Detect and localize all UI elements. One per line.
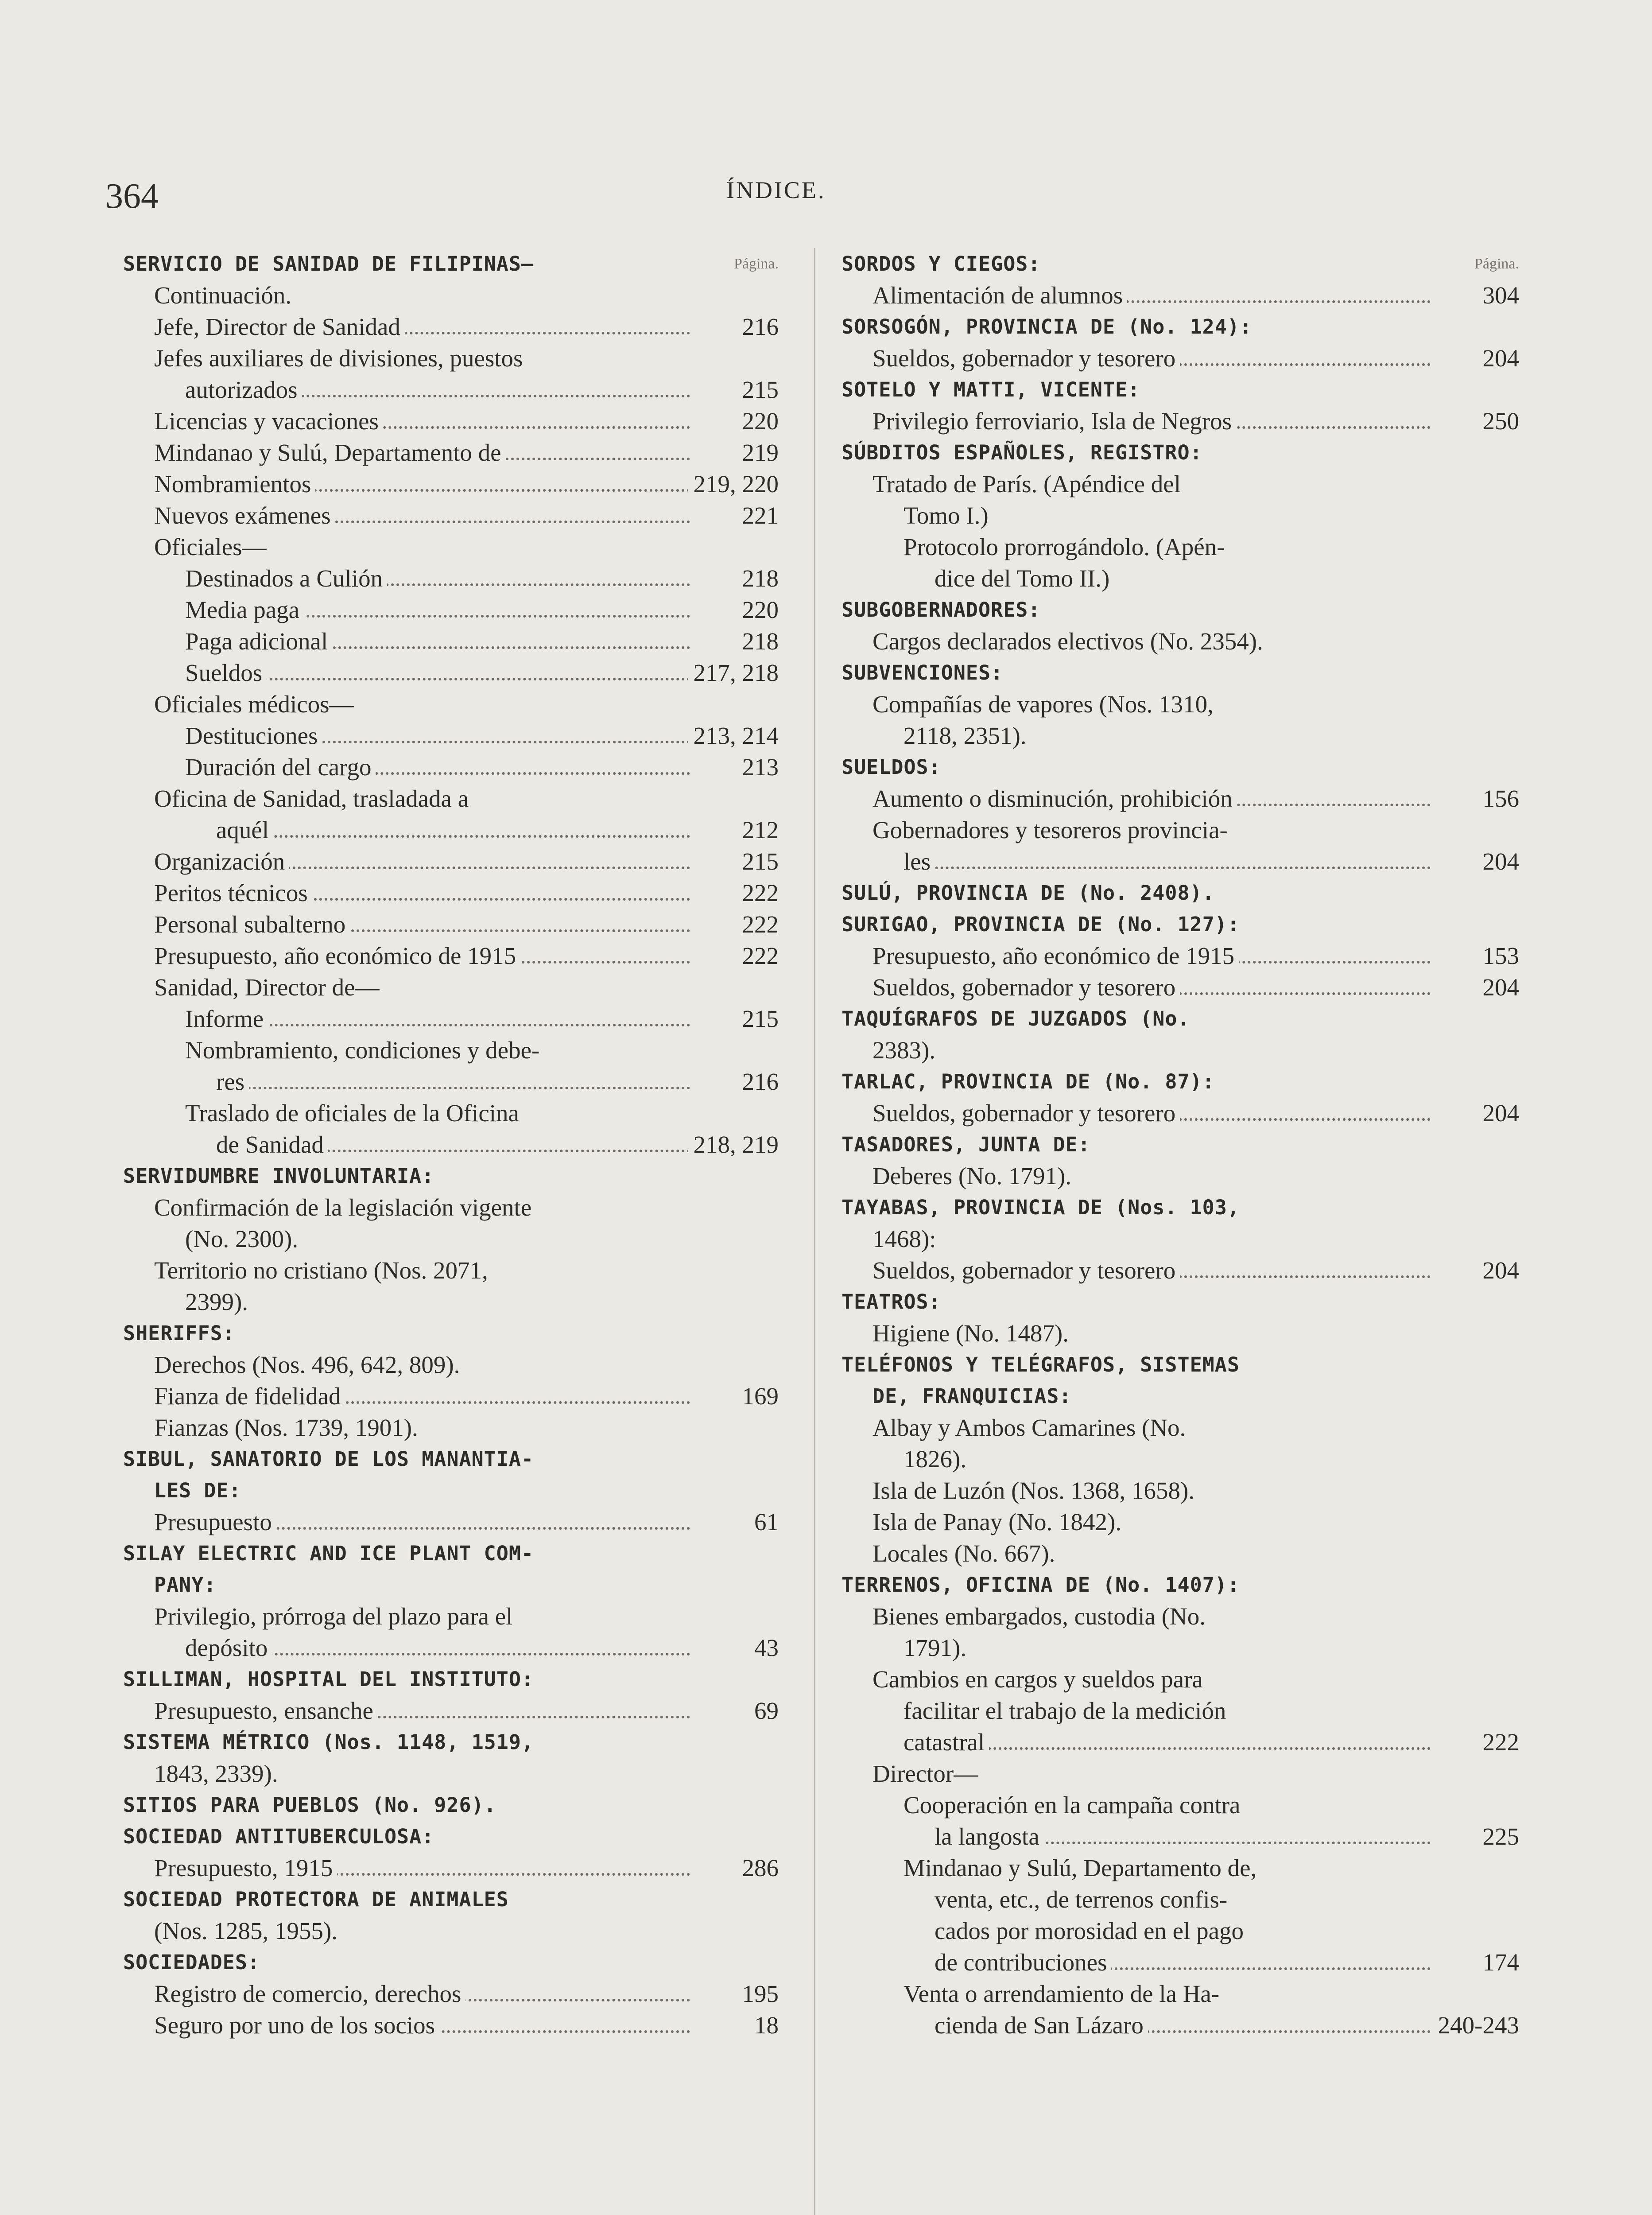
entry-text: TAQUÍGRAFOS DE JUZGADOS (No. xyxy=(842,1007,1194,1030)
index-entry xyxy=(123,940,779,971)
index-entry xyxy=(123,374,779,405)
entry-text: Protocolo prorrogándolo. (Apén- xyxy=(904,533,1229,560)
page-reference: 250 xyxy=(1477,405,1520,437)
index-entry xyxy=(123,657,779,688)
index-entry xyxy=(123,1978,779,2009)
entry-text: Cooperación en la campaña contra xyxy=(904,1791,1245,1819)
page-reference: 204 xyxy=(1477,1097,1520,1129)
page-reference: 153 xyxy=(1477,940,1520,971)
entry-text: 1843, 2339). xyxy=(154,1760,283,1787)
index-entry xyxy=(842,1884,1519,1915)
page-reference: 169 xyxy=(737,1380,779,1412)
entry-text: SOCIEDADES: xyxy=(123,1951,264,1974)
index-entry xyxy=(123,720,779,751)
index-entry xyxy=(123,1695,779,1726)
page-reference: 212 xyxy=(737,814,779,846)
index-heading xyxy=(842,1003,1519,1034)
index-entry xyxy=(842,500,1519,531)
index-entry xyxy=(842,1821,1519,1852)
index-heading xyxy=(842,1349,1519,1380)
page-reference: 215 xyxy=(737,374,779,405)
entry-text: Sueldos xyxy=(185,657,267,688)
entry-text: Media paga xyxy=(185,594,304,626)
index-entry xyxy=(842,1506,1519,1538)
page-reference: 61 xyxy=(749,1506,779,1538)
entry-text: (No. 2300). xyxy=(185,1225,302,1252)
index-entry xyxy=(842,1758,1519,1789)
page-reference: 174 xyxy=(1477,1947,1520,1978)
entry-text: SORSOGÓN, PROVINCIA DE (No. 124): xyxy=(842,315,1256,338)
index-entry xyxy=(842,846,1519,877)
page-reference: 43 xyxy=(749,1632,779,1663)
entry-text: Peritos técnicos xyxy=(154,877,312,909)
page-reference: 204 xyxy=(1477,846,1520,877)
index-entry xyxy=(842,1443,1519,1475)
pagina-label: Página. xyxy=(733,256,779,272)
index-entry xyxy=(123,1915,779,1947)
entry-text: Nuevos exámenes xyxy=(154,500,335,531)
entry-text: venta, etc., de terrenos confis- xyxy=(935,1886,1232,1913)
entry-text: 1791). xyxy=(904,1634,971,1661)
index-entry xyxy=(123,1758,779,1789)
entry-text: Bienes embargados, custodia (No. xyxy=(873,1603,1210,1630)
index-entry xyxy=(842,468,1519,500)
index-heading xyxy=(123,1569,779,1601)
index-entry xyxy=(123,1097,779,1129)
index-entry xyxy=(123,531,779,563)
entry-text: SILAY ELECTRIC AND ICE PLANT COM- xyxy=(123,1542,538,1565)
entry-text: Destituciones xyxy=(185,720,322,751)
index-column-right xyxy=(842,248,1519,2041)
entry-text: Isla de Luzón (Nos. 1368, 1658). xyxy=(873,1477,1199,1504)
entry-text: Sueldos, gobernador y tesorero xyxy=(873,971,1180,1003)
index-entry xyxy=(842,1695,1519,1726)
index-heading xyxy=(842,1192,1519,1223)
index-entry xyxy=(842,814,1519,846)
page-reference: 156 xyxy=(1477,783,1520,814)
entry-text: LES DE: xyxy=(154,1479,246,1502)
index-heading xyxy=(123,248,779,280)
entry-text: TAYABAS, PROVINCIA DE (Nos. 103, xyxy=(842,1196,1244,1219)
index-heading xyxy=(842,1066,1519,1097)
entry-text: Sueldos, gobernador y tesorero xyxy=(873,1255,1180,1286)
entry-text: Fianza de fidelidad xyxy=(154,1380,345,1412)
page-reference: 222 xyxy=(737,877,779,909)
page-reference: 216 xyxy=(737,1066,779,1097)
entry-text: Director— xyxy=(873,1760,982,1787)
index-entry xyxy=(842,1034,1519,1066)
index-entry xyxy=(123,783,779,814)
index-entry xyxy=(123,437,779,468)
index-entry xyxy=(842,1317,1519,1349)
index-entry xyxy=(123,846,779,877)
entry-text: SERVIDUMBRE INVOLUNTARIA: xyxy=(123,1164,438,1188)
page-reference: 222 xyxy=(1477,1726,1520,1758)
index-heading xyxy=(842,877,1519,909)
index-entry xyxy=(842,1601,1519,1632)
index-heading xyxy=(842,374,1519,405)
index-entry xyxy=(842,1160,1519,1192)
index-entry xyxy=(842,1915,1519,1947)
index-entry xyxy=(842,1789,1519,1821)
page-reference: 204 xyxy=(1477,971,1520,1003)
index-entry xyxy=(842,940,1519,971)
page-reference: 221 xyxy=(737,500,779,531)
entry-text: les xyxy=(904,846,935,877)
index-entry xyxy=(123,1255,779,1286)
index-entry xyxy=(842,280,1519,311)
entry-text: aquél xyxy=(216,814,273,846)
index-heading xyxy=(123,1475,779,1506)
index-entry xyxy=(123,877,779,909)
index-entry xyxy=(123,1129,779,1160)
page-reference: 222 xyxy=(737,909,779,940)
entry-text: dice del Tomo II.) xyxy=(935,565,1114,592)
page-reference: 225 xyxy=(1477,1821,1520,1852)
entry-text: Tratado de París. (Apéndice del xyxy=(873,470,1185,497)
index-entry xyxy=(842,342,1519,374)
index-entry xyxy=(123,971,779,1003)
index-entry xyxy=(123,1223,779,1255)
page-reference: 218 xyxy=(737,626,779,657)
index-entry xyxy=(842,1412,1519,1443)
index-entry xyxy=(842,1632,1519,1663)
entry-text: Confirmación de la legislación vigente xyxy=(154,1194,536,1221)
entry-text: Presupuesto, año económico de 1915 xyxy=(154,940,520,971)
index-heading xyxy=(123,1821,779,1852)
entry-text: Isla de Panay (No. 1842). xyxy=(873,1508,1126,1535)
index-entry xyxy=(842,1978,1519,2009)
entry-text: Traslado de oficiales de la Oficina xyxy=(185,1100,524,1127)
index-heading xyxy=(123,1947,779,1978)
index-entry xyxy=(842,1475,1519,1506)
index-entry xyxy=(123,1852,779,1884)
page-reference: 204 xyxy=(1477,1255,1520,1286)
entry-text: SOTELO Y MATTI, VICENTE: xyxy=(842,378,1144,401)
index-entry xyxy=(123,1286,779,1317)
entry-text: TEATROS: xyxy=(842,1290,946,1313)
index-entry xyxy=(842,720,1519,751)
index-entry xyxy=(123,1034,779,1066)
index-entry xyxy=(842,1255,1519,1286)
entry-text: 2399). xyxy=(185,1288,252,1315)
entry-text: depósito xyxy=(185,1632,272,1663)
entry-text: Sueldos, gobernador y tesorero xyxy=(873,342,1180,374)
index-entry xyxy=(123,1349,779,1380)
entry-text: Presupuesto xyxy=(154,1506,276,1538)
index-entry xyxy=(123,342,779,374)
index-heading xyxy=(842,909,1519,940)
entry-text: la langosta xyxy=(935,1821,1044,1852)
entry-text: Territorio no cristiano (Nos. 2071, xyxy=(154,1257,492,1284)
page-reference: 217, 218 xyxy=(688,657,779,688)
page-reference: 215 xyxy=(737,846,779,877)
entry-text: Jefes auxiliares de divisiones, puestos xyxy=(154,345,527,372)
running-head: ÍNDICE. xyxy=(726,177,826,203)
page-reference: 218, 219 xyxy=(688,1129,779,1160)
index-heading xyxy=(123,1443,779,1475)
entry-text: SITIOS PARA PUEBLOS (No. 926). xyxy=(123,1793,501,1817)
index-heading xyxy=(123,1538,779,1569)
entry-text: Paga adicional xyxy=(185,626,332,657)
index-entry xyxy=(123,814,779,846)
entry-text: TERRENOS, OFICINA DE (No. 1407): xyxy=(842,1573,1244,1597)
entry-text: Oficiales médicos— xyxy=(154,691,358,718)
entry-text: TASADORES, JUNTA DE: xyxy=(842,1133,1095,1156)
entry-text: Nombramiento, condiciones y debe- xyxy=(185,1037,544,1064)
index-heading xyxy=(123,1663,779,1695)
index-entry xyxy=(123,688,779,720)
index-entry xyxy=(123,500,779,531)
entry-text: Mindanao y Sulú, Departamento de xyxy=(154,437,506,468)
index-entry xyxy=(123,563,779,594)
entry-text: Informe xyxy=(185,1003,268,1034)
entry-text: Higiene (No. 1487). xyxy=(873,1320,1073,1347)
index-entry xyxy=(842,688,1519,720)
entry-text: Venta o arrendamiento de la Ha- xyxy=(904,1980,1224,2007)
entry-text: Organización xyxy=(154,846,289,877)
index-entry xyxy=(842,971,1519,1003)
index-heading xyxy=(123,1160,779,1192)
page-reference: 222 xyxy=(737,940,779,971)
index-heading xyxy=(842,311,1519,342)
index-heading xyxy=(842,594,1519,626)
entry-text: Duración del cargo xyxy=(185,751,376,783)
entry-text: Alimentación de alumnos xyxy=(873,280,1127,311)
index-entry xyxy=(123,594,779,626)
page-reference: 218 xyxy=(737,563,779,594)
entry-text: Compañías de vapores (Nos. 1310, xyxy=(873,691,1218,718)
entry-text: Privilegio ferroviario, Isla de Negros xyxy=(873,405,1236,437)
index-heading xyxy=(842,1129,1519,1160)
entry-text: SUELDOS: xyxy=(842,755,946,779)
page-reference: 204 xyxy=(1477,342,1520,374)
entry-text: SULÚ, PROVINCIA DE (No. 2408). xyxy=(842,881,1219,905)
index-entry xyxy=(842,1726,1519,1758)
index-entry xyxy=(842,1538,1519,1569)
entry-text: Derechos (Nos. 496, 642, 809). xyxy=(154,1351,464,1378)
index-entry xyxy=(123,468,779,500)
index-entry xyxy=(842,626,1519,657)
index-column-left xyxy=(123,248,779,2041)
index-heading xyxy=(842,1569,1519,1601)
entry-text: TELÉFONOS Y TELÉGRAFOS, SISTEMAS xyxy=(842,1353,1244,1376)
entry-text: SUBGOBERNADORES: xyxy=(842,598,1045,622)
entry-text: Privilegio, prórroga del plazo para el xyxy=(154,1603,517,1630)
index-entry xyxy=(123,909,779,940)
dot-leader xyxy=(904,867,1431,869)
page-reference: 215 xyxy=(737,1003,779,1034)
entry-text: Continuación. xyxy=(154,282,296,309)
index-entry xyxy=(123,1412,779,1443)
entry-text: SOCIEDAD ANTITUBERCULOSA: xyxy=(123,1825,438,1848)
entry-text: Sanidad, Director de— xyxy=(154,974,384,1001)
entry-text: SÚBDITOS ESPAÑOLES, REGISTRO: xyxy=(842,441,1207,464)
entry-text: Locales (No. 667). xyxy=(873,1540,1059,1567)
entry-text: Oficina de Sanidad, trasladada a xyxy=(154,785,473,812)
entry-text: Sueldos, gobernador y tesorero xyxy=(873,1097,1180,1129)
index-entry xyxy=(123,1601,779,1632)
index-heading xyxy=(123,1884,779,1915)
index-entry xyxy=(123,626,779,657)
index-heading xyxy=(842,1286,1519,1317)
entry-text: PANY: xyxy=(154,1573,221,1597)
page-reference: 220 xyxy=(737,405,779,437)
entry-text: 2118, 2351). xyxy=(904,722,1031,749)
entry-text: Destinados a Culión xyxy=(185,563,387,594)
index-entry xyxy=(842,1097,1519,1129)
entry-text: Presupuesto, ensanche xyxy=(154,1695,378,1726)
entry-text: Nombramientos xyxy=(154,468,315,500)
index-entry xyxy=(842,1947,1519,1978)
entry-text: res xyxy=(216,1066,249,1097)
entry-text: SISTEMA MÉTRICO (Nos. 1148, 1519, xyxy=(123,1730,538,1754)
entry-text: de contribuciones xyxy=(935,1947,1111,1978)
entry-text: Licencias y vacaciones xyxy=(154,405,383,437)
index-entry xyxy=(842,531,1519,563)
entry-text: Jefe, Director de Sanidad xyxy=(154,311,405,342)
entry-text: SORDOS Y CIEGOS: xyxy=(842,252,1045,276)
page-reference: 18 xyxy=(749,2009,779,2041)
entry-text: Personal subalterno xyxy=(154,909,350,940)
page-reference: 220 xyxy=(737,594,779,626)
index-entry xyxy=(123,405,779,437)
pagina-label: Página. xyxy=(1474,256,1519,272)
entry-text: cienda de San Lázaro xyxy=(935,2009,1148,2041)
entry-text: SURIGAO, PROVINCIA DE (No. 127): xyxy=(842,913,1244,936)
entry-text: Cargos declarados electivos (No. 2354). xyxy=(873,628,1268,655)
entry-text: catastral xyxy=(904,1726,989,1758)
page-reference: 219, 220 xyxy=(688,468,779,500)
entry-text: Cambios en cargos y sueldos para xyxy=(873,1666,1207,1693)
entry-text: Deberes (No. 1791). xyxy=(873,1162,1076,1189)
index-heading xyxy=(842,657,1519,688)
entry-text: SILLIMAN, HOSPITAL DEL INSTITUTO: xyxy=(123,1667,538,1691)
index-entry xyxy=(123,1380,779,1412)
entry-text: Fianzas (Nos. 1739, 1901). xyxy=(154,1414,423,1441)
index-entry xyxy=(842,563,1519,594)
entry-text: Tomo I.) xyxy=(904,502,993,529)
index-entry xyxy=(842,783,1519,814)
index-heading xyxy=(123,1789,779,1821)
index-entry xyxy=(123,311,779,342)
entry-text: Albay y Ambos Camarines (No. xyxy=(873,1414,1190,1441)
entry-text: Mindanao y Sulú, Departamento de, xyxy=(904,1854,1261,1881)
column-divider xyxy=(814,248,815,2215)
entry-text: de Sanidad xyxy=(216,1129,328,1160)
index-entry xyxy=(123,280,779,311)
index-heading xyxy=(842,1380,1519,1412)
entry-text: SOCIEDAD PROTECTORA DE ANIMALES xyxy=(123,1888,513,1911)
index-entry xyxy=(123,2009,779,2041)
entry-text: facilitar el trabajo de la medición xyxy=(904,1697,1230,1724)
entry-text: SIBUL, SANATORIO DE LOS MANANTIA- xyxy=(123,1447,538,1471)
index-entry xyxy=(842,2009,1519,2041)
index-entry xyxy=(123,1066,779,1097)
index-heading xyxy=(842,751,1519,783)
index-entry xyxy=(123,1632,779,1663)
entry-text: Registro de comercio, derechos xyxy=(154,1978,465,2009)
page-reference: 304 xyxy=(1477,280,1520,311)
index-entry xyxy=(842,405,1519,437)
index-entry xyxy=(123,1003,779,1034)
entry-text: 1468): xyxy=(873,1225,941,1252)
index-entry xyxy=(123,1506,779,1538)
entry-text: (Nos. 1285, 1955). xyxy=(154,1917,342,1944)
index-entry xyxy=(842,1223,1519,1255)
index-entry xyxy=(842,1663,1519,1695)
entry-text: Presupuesto, 1915 xyxy=(154,1852,337,1884)
entry-text: Gobernadores y tesoreros provincia- xyxy=(873,816,1232,843)
entry-text: Seguro por uno de los socios xyxy=(154,2009,439,2041)
entry-text: 1826). xyxy=(904,1446,971,1473)
page-reference: 195 xyxy=(737,1978,779,2009)
page-reference: 69 xyxy=(749,1695,779,1726)
dot-leader xyxy=(216,1087,690,1089)
entry-text: autorizados xyxy=(185,374,302,405)
entry-text: SHERIFFS: xyxy=(123,1321,240,1345)
entry-text: TARLAC, PROVINCIA DE (No. 87): xyxy=(842,1070,1219,1093)
page-reference: 286 xyxy=(737,1852,779,1884)
page-reference: 240-243 xyxy=(1433,2009,1519,2041)
page-reference: 216 xyxy=(737,311,779,342)
page-reference: 213 xyxy=(737,751,779,783)
page-reference: 219 xyxy=(737,437,779,468)
index-entry xyxy=(123,1192,779,1223)
dot-leader xyxy=(216,835,690,838)
entry-text: SUBVENCIONES: xyxy=(842,661,1008,684)
page-reference: 213, 214 xyxy=(688,720,779,751)
entry-text: SERVICIO DE SANIDAD DE FILIPINAS— xyxy=(123,252,538,276)
index-heading xyxy=(842,437,1519,468)
index-entry xyxy=(123,751,779,783)
index-entry xyxy=(842,1852,1519,1884)
index-heading xyxy=(842,248,1519,280)
entry-text: cados por morosidad en el pago xyxy=(935,1917,1248,1944)
index-heading xyxy=(123,1317,779,1349)
entry-text: Oficiales— xyxy=(154,533,271,560)
index-heading xyxy=(123,1726,779,1758)
entry-text: Presupuesto, año económico de 1915 xyxy=(873,940,1239,971)
entry-text: 2383). xyxy=(873,1037,940,1064)
entry-text: DE, FRANQUICIAS: xyxy=(873,1384,1076,1408)
entry-text: Aumento o disminución, prohibición xyxy=(873,783,1237,814)
page-number: 364 xyxy=(105,177,159,216)
